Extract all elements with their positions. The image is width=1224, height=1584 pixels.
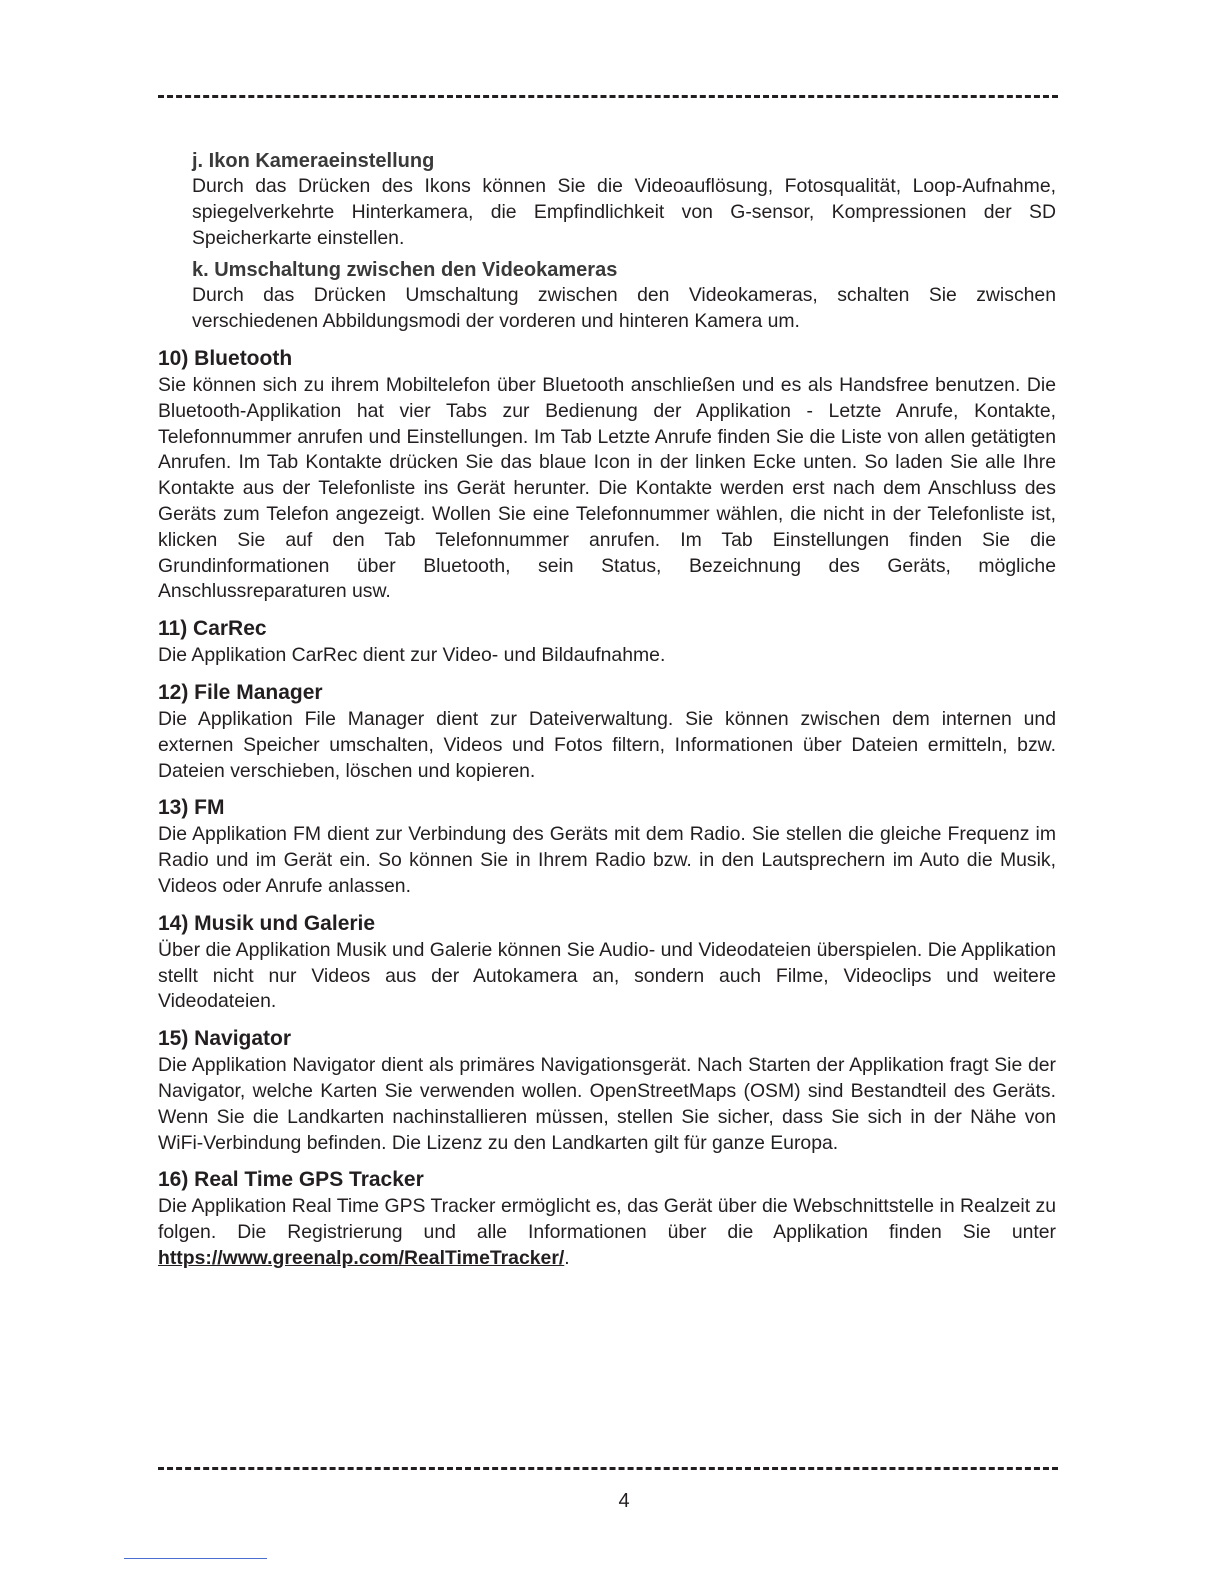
section-file-manager	[158, 679, 1056, 784]
section-title: 11) CarRec	[158, 617, 267, 641]
section-music-gallery	[158, 910, 1056, 1015]
page-number: 4	[618, 1490, 630, 1512]
section-text	[158, 1194, 1056, 1271]
link-suffix: .	[564, 1246, 570, 1269]
subsection-text: Durch das Drücken Umschaltung zwischen den Videokameras, schalten Sie zwischen verschiedenen Abbildungsmodi der vorderen und hinteren Kamera um.	[192, 284, 1056, 333]
subsection-title: j. Ikon Kameraeinstellung	[192, 150, 435, 172]
section-text: Die Applikation FM dient zur Verbindung des Geräts mit dem Radio. Sie stellen die gleiche Frequenz im Radio und im Gerät ein. So können Sie in Ihrem Radio bzw. in den Lautsprechern im Auto die Musik, Videos oder Anrufe anlassen.	[158, 823, 1056, 897]
section-fm	[158, 794, 1056, 899]
top-dashed-divider	[158, 95, 1058, 98]
section-carrec	[158, 615, 1056, 669]
section-title: 14) Musik und Galerie	[158, 911, 376, 935]
subsection-camera-switch	[158, 257, 1056, 335]
section-gps-tracker	[158, 1166, 1056, 1271]
link-prefix: unter	[1011, 1221, 1057, 1244]
document-body	[158, 148, 1056, 1272]
section-title: 10) Bluetooth	[158, 346, 293, 370]
section-text: Die Applikation File Manager dient zur Dateiverwaltung. Sie können zwischen dem internen und externen Speicher umschalten, Videos und Fotos filtern, Informationen über Dateien ermitteln, bzw. Dateien verschieben, löschen und kopieren.	[158, 707, 1056, 782]
section-title: 16) Real Time GPS Tracker	[158, 1168, 424, 1192]
subsection-title: k. Umschaltung zwischen den Videokameras	[192, 259, 618, 282]
subsection-text: Durch das Drücken des Ikons können Sie die Videoauflösung, Fotosqualität, Loop-Aufnahme, spiegelverkehrte Hinterkamera, die Empfindlichkeit von G-sensor, Kompressionen der SD Speicherkarte einstellen.	[192, 175, 1056, 249]
tracker-link[interactable]: https://www.greenalp.com/RealTimeTracker/	[158, 1246, 565, 1269]
section-text: Sie können sich zu ihrem Mobiltelefon über Bluetooth anschließen und es als Handsfree benutzen. Die Bluetooth-Applikation hat vier Tabs zur Bedienung der Applikation - Letzte Anrufe, Kontakte, Telefonnummer anrufen und Einstellungen. Im Tab Letzte Anrufe finden Sie die Liste von allen getätigten Anrufen. Im Tab Kontakte drücken Sie das blaue Icon in der linken Ecke unten. So laden Sie alle Ihre Kontakte aus der Telefonliste ins Gerät herunter. Die Kontakte werden erst nach dem Anschluss des Geräts zum Telefon angezeigt. Wollen Sie eine Telefonnummer wählen, die nicht in der Telefonliste ist, klicken Sie auf den Tab Telefonnummer anrufen. Im Tab Einstellungen finden Sie die Grundinformationen über Bluetooth, sein Status, Bezeichnung des Geräts, mögliche Anschlussreparaturen usw.	[158, 373, 1056, 603]
section-title: 13) FM	[158, 796, 225, 820]
section-title: 12) File Manager	[158, 680, 323, 704]
bottom-dashed-divider	[158, 1467, 1058, 1470]
section-navigator	[158, 1025, 1056, 1156]
section-text: Die Applikation Navigator dient als primäres Navigationsgerät. Nach Starten der Applikation fragt Sie der Navigator, welche Karten Sie verwenden wollen. OpenStreetMaps (OSM) sind Bestandteil des Geräts. Wenn Sie die Landkarten nachinstallieren müssen, stellen Sie sicher, dass Sie sich in der Nähe von WiFi-Verbindung befinden. Die Lizenz zu den Landkarten gilt für ganze Europa.	[158, 1054, 1056, 1154]
corner-rule	[124, 1558, 267, 1559]
section-bluetooth	[158, 345, 1056, 605]
section-text: Über die Applikation Musik und Galerie können Sie Audio- und Videodateien überspielen. Die Applikation stellt nicht nur Videos aus der Autokamera an, sondern auch Filme, Videoclips und weitere Videodateien.	[158, 938, 1056, 1013]
section-title: 15) Navigator	[158, 1027, 292, 1051]
section-text-body: Die Applikation Real Time GPS Tracker ermöglicht es, das Gerät über die Webschnittstelle in Realzeit zu folgen. Die Registrierung und alle Informationen über die Applikation finden Sie	[158, 1195, 1056, 1244]
section-text: Die Applikation CarRec dient zur Video- und Bildaufnahme.	[158, 644, 666, 667]
subsection-camera-settings	[158, 148, 1056, 251]
